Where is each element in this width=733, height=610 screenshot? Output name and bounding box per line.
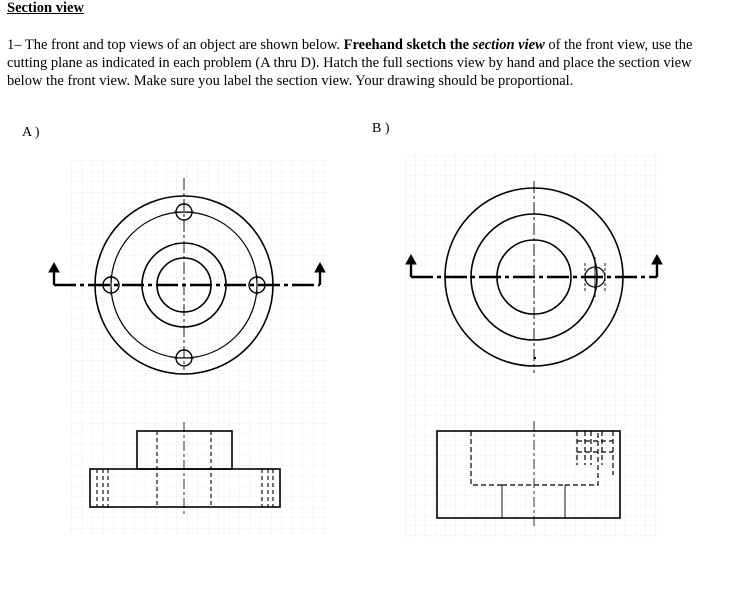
problem-b-drawing bbox=[395, 145, 695, 545]
problem-bold-italic: section view bbox=[472, 37, 545, 53]
grid-b bbox=[405, 155, 660, 540]
section-heading: Section view bbox=[7, 0, 84, 16]
grid-a bbox=[68, 160, 330, 535]
problem-number: 1 bbox=[7, 37, 15, 53]
problem-a-drawing bbox=[40, 150, 340, 550]
problem-bold-1: Freehand sketch the bbox=[343, 37, 473, 53]
problem-text-1: The front and top views of an object are shown below. bbox=[21, 37, 344, 53]
problem-text-2: of the front view, use the cutting plane as indicated in each problem (A thru D). Hatch the full sections view by hand and place the section view below the front view. Make sure you label the section view. Your drawing should be proportional. bbox=[7, 37, 693, 89]
problem-b-label: B ) bbox=[372, 121, 390, 136]
problem-a-label: A ) bbox=[22, 125, 40, 140]
problem-dash: – bbox=[14, 37, 22, 53]
problem-statement bbox=[7, 36, 725, 90]
